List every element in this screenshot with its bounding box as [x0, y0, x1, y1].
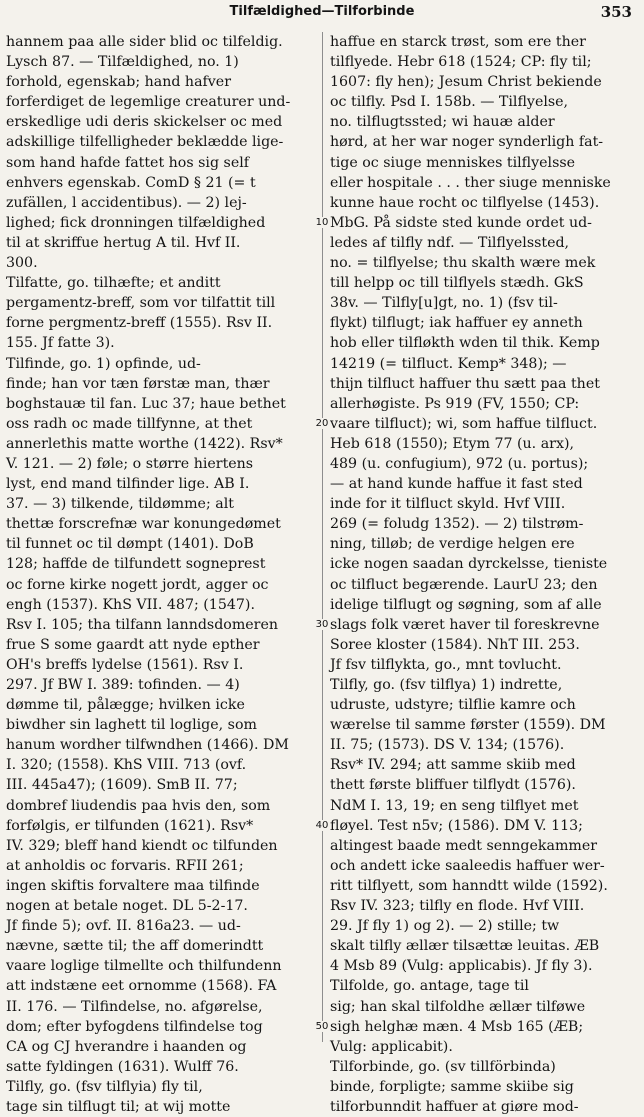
- text-line: oss radh oc made tillfynne, at thet: [6, 415, 253, 432]
- text-line: sigh helghæ mæn. 4 Msb 165 (ÆB;: [330, 1018, 584, 1035]
- text-line: Lysch 87. — Tilfældighed, no. 1): [6, 54, 239, 71]
- text-line: forhold, egenskab; hand hafver: [6, 74, 231, 91]
- text-line: och andett icke saaleedis haffuer wer-: [330, 857, 605, 874]
- left-column: [6, 32, 312, 1115]
- text-line: forne pergmentz-breff (1555). Rsv II.: [6, 315, 273, 332]
- text-line: CA og CJ hverandre i haanden og: [6, 1038, 247, 1055]
- text-line: forferdiget de legemlige creaturer und-: [6, 94, 291, 111]
- text-line: haffue en starck trøst, som ere ther: [330, 34, 586, 50]
- text-line: Heb 618 (1550); Etym 77 (u. arx),: [330, 435, 574, 452]
- text-line: 37. — 3) tilkende, tildømme; alt: [6, 496, 234, 513]
- text-line: till helpp oc till tilflyels stædh. GkS: [330, 275, 584, 292]
- text-line: sig; han skal tilfoldhe ællær tilføwe: [330, 998, 586, 1015]
- text-line: hørd, at her war noger synderligh fat-: [330, 134, 604, 151]
- text-line: 29. Jf fly 1) og 2). — 2) stille; tw: [330, 918, 560, 935]
- text-line: II. 75; (1573). DS V. 134; (1576).: [330, 737, 565, 754]
- text-line: Jf finde 5); ovf. II. 816a23. — ud-: [6, 918, 241, 935]
- text-line: lighed; fick dronningen tilfældighed: [6, 214, 266, 231]
- text-line: lyst, end mand tilfinder lige. AB I.: [6, 476, 250, 493]
- text-line: tilforbunndit haffuer at giøre mod-: [330, 1098, 579, 1115]
- text-line: oc tilfluct begærende. LaurU 23; den: [330, 576, 598, 593]
- text-line: enhvers egenskab. ComD § 21 (= t: [6, 174, 256, 191]
- running-title: Tilfældighed—Tilforbinde: [229, 4, 415, 19]
- line-number: 40: [313, 820, 331, 831]
- text-line: no. tilflugtssted; wi hauæ alder: [330, 114, 555, 131]
- text-line: Rsv IV. 323; tilfly en flode. Hvf VIII.: [330, 898, 585, 915]
- text-line: thijn tilfluct haffuer thu sætt paa thet: [330, 375, 600, 392]
- text-line: satte fyldingen (1631). Wulff 76.: [6, 1058, 239, 1075]
- text-line: NdM I. 13, 19; en seng tilflyet met: [330, 797, 579, 814]
- text-line: forfølgis, er tilfunden (1621). Rsv*: [6, 817, 254, 834]
- text-line: Tilfolde, go. antage, tage til: [330, 978, 529, 995]
- text-line: inde for it tilfluct skyld. Hvf VIII.: [330, 496, 566, 513]
- text-line: oc forne kirke nogett jordt, agger oc: [6, 576, 269, 593]
- text-line: Tilforbinde, go. (sv tillförbinda): [330, 1058, 556, 1075]
- text-line: ingen skiftis forvaltere maa tilfinde: [6, 877, 260, 894]
- text-line: nogen at betale noget. DL 5-2-17.: [6, 898, 248, 915]
- text-line: wærelse til samme førster (1559). DM: [330, 717, 606, 734]
- text-line: dom; efter byfogdens tilfindelse tog: [6, 1018, 263, 1035]
- text-line: binde, forpligte; samme skiibe sig: [330, 1078, 574, 1095]
- text-line: annerlethis matte worthe (1422). Rsv*: [6, 435, 283, 452]
- text-line: Tilfinde, go. 1) opfinde, ud-: [6, 355, 201, 372]
- text-line: dombref liudendis paa hvis den, som: [6, 797, 271, 814]
- text-line: Soree kloster (1584). NhT III. 253.: [330, 636, 580, 653]
- line-number: 20: [313, 418, 331, 429]
- text-line: pergamentz-breff, som vor tilfattit till: [6, 295, 276, 312]
- text-line: skalt tilfly ællær tilsættæ leuitas. ÆB: [330, 938, 600, 955]
- text-line: tilflyede. Hebr 618 (1524; CP: fly til;: [330, 54, 592, 71]
- text-line: finde; han vor tæn førstæ man, thær: [6, 375, 270, 392]
- text-line: thett første bliffuer tilflydt (1576).: [330, 777, 576, 794]
- text-line: thettæ forscrefnæ war konungedømet: [6, 516, 281, 533]
- text-line: ritt tilflyett, som hanndtt wilde (1592).: [330, 877, 608, 894]
- text-line: hob eller tilfløkth wden til thik. Kemp: [330, 335, 600, 352]
- line-number: 50: [313, 1021, 331, 1032]
- text-line: II. 176. — Tilfindelse, no. afgørelse,: [6, 998, 263, 1015]
- text-line: 300.: [6, 255, 38, 272]
- text-line: no. = tilflyelse; thu skalth wære mek: [330, 255, 596, 272]
- text-line: 4 Msb 89 (Vulg: applicabis). Jf fly 3).: [330, 958, 593, 975]
- text-line: — at hand kunde haffue it fast sted: [330, 476, 583, 493]
- line-number-gutter: [313, 32, 331, 1042]
- text-line: hannem paa alle sider blid oc tilfeldig.: [6, 34, 283, 50]
- text-line: idelige tilflugt og søgning, som af alle: [330, 596, 602, 613]
- text-line: til at skriffue hertug A til. Hvf II.: [6, 234, 241, 251]
- text-line: flykt) tilflugt; iak haffuer ey anneth: [330, 315, 583, 332]
- text-line: vaare tilfluct); wi, som haffue tilfluct.: [330, 415, 598, 432]
- text-line: ning, tilløb; de verdige helgen ere: [330, 536, 575, 553]
- running-head: [0, 4, 644, 26]
- text-line: att indstæne eet ornomme (1568). FA: [6, 978, 277, 995]
- text-line: IV. 329; bleff hand kiendt oc tilfunden: [6, 837, 278, 854]
- text-line: Vulg: applicabit).: [330, 1038, 453, 1055]
- text-line: III. 445a47); (1609). SmB II. 77;: [6, 777, 238, 794]
- text-line: MbG. På sidste sted kunde ordet ud-: [330, 214, 592, 231]
- text-line: dømme til, pålægge; hvilken icke: [6, 697, 245, 714]
- text-line: ledes af tilfly ndf. — Tilflyelssted,: [330, 234, 570, 251]
- text-line: OH's breffs lydelse (1561). Rsv I.: [6, 656, 244, 673]
- text-line: slags folk været haver til foreskrevne: [330, 616, 600, 633]
- text-line: nævne, sætte til; the aff domerindtt: [6, 938, 264, 955]
- text-line: som hand hafde fattet hos sig self: [6, 154, 250, 171]
- text-line: kunne haue rocht oc tilflyelse (1453).: [330, 194, 600, 211]
- text-line: 128; haffde de tilfundett sogneprest: [6, 556, 266, 573]
- text-line: udruste, udstyre; tilflie kamre och: [330, 697, 576, 714]
- text-line: til funnet oc til dømpt (1401). DoB: [6, 536, 254, 553]
- text-line: tige oc siuge menniskes tilflyelsse: [330, 154, 576, 171]
- text-line: 489 (u. confugium), 972 (u. portus);: [330, 455, 589, 472]
- right-column: [330, 32, 640, 1115]
- text-line: frue S some gaardt att nyde epther: [6, 636, 260, 653]
- line-number: 30: [313, 619, 331, 630]
- text-line: allerhøgiste. Ps 919 (FV, 1550; CP:: [330, 395, 580, 412]
- text-line: engh (1537). KhS VII. 487; (1547).: [6, 596, 255, 613]
- text-line: altingest baade medt senngekammer: [330, 837, 598, 854]
- text-line: Tilfatte, go. tilhæfte; et anditt: [6, 275, 221, 292]
- text-line: 297. Jf BW I. 389: tofinden. — 4): [6, 677, 240, 693]
- page-number: 353: [600, 3, 632, 21]
- text-line: Tilfly, go. (fsv tilflyia) fly til,: [6, 1078, 203, 1095]
- line-number: 10: [313, 217, 331, 228]
- text-line: Rsv I. 105; tha tilfann lanndsdomeren: [6, 616, 278, 633]
- text-line: V. 121. — 2) føle; o større hiertens: [6, 455, 254, 472]
- text-line: Jf fsv tilflykta, go., mnt tovlucht.: [330, 656, 562, 673]
- text-line: biwdher sin laghett til loglige, som: [6, 717, 257, 734]
- text-line: oc tilfly. Psd I. 158b. — Tilflyelse,: [330, 94, 569, 111]
- text-line: at anholdis oc forvaris. RFII 261;: [6, 857, 244, 874]
- text-line: tage sin tilflugt til; at wij motte: [6, 1098, 231, 1115]
- text-line: 1607: fly hen); Jesum Christ bekiende: [330, 74, 602, 91]
- text-line: boghstauæ til fan. Luc 37; haue bethet: [6, 395, 286, 412]
- text-line: vaare loglige tilmellte och thilfundenn: [6, 958, 282, 975]
- text-line: adskillige tilfelligheder beklædde lige-: [6, 134, 284, 151]
- text-line: icke nogen saadan dyrckelsse, tieniste: [330, 556, 608, 573]
- text-line: Rsv* IV. 294; att samme skiib med: [330, 757, 576, 774]
- text-line: 269 (= foludg 1352). — 2) tilstrøm-: [330, 516, 584, 533]
- text-line: 14219 (= tilfluct. Kemp* 348); —: [330, 355, 567, 372]
- text-line: Tilfly, go. (fsv tilflya) 1) indrette,: [330, 677, 563, 693]
- text-line: 155. Jf fatte 3).: [6, 335, 115, 352]
- text-line: zufällen, l accidentibus). — 2) lej-: [6, 194, 247, 211]
- text-line: I. 320; (1558). KhS VIII. 713 (ovf.: [6, 757, 247, 774]
- text-line: fløyel. Test n5v; (1586). DM V. 113;: [330, 817, 583, 834]
- text-line: hanum wordher tilfwndhen (1466). DM: [6, 737, 289, 754]
- text-line: erskedlige udi deris skickelser oc med: [6, 114, 283, 131]
- text-line: eller hospitale . . . ther siuge menniske: [330, 174, 611, 191]
- text-line: 38v. — Tilfly[u]gt, no. 1) (fsv til-: [330, 295, 558, 312]
